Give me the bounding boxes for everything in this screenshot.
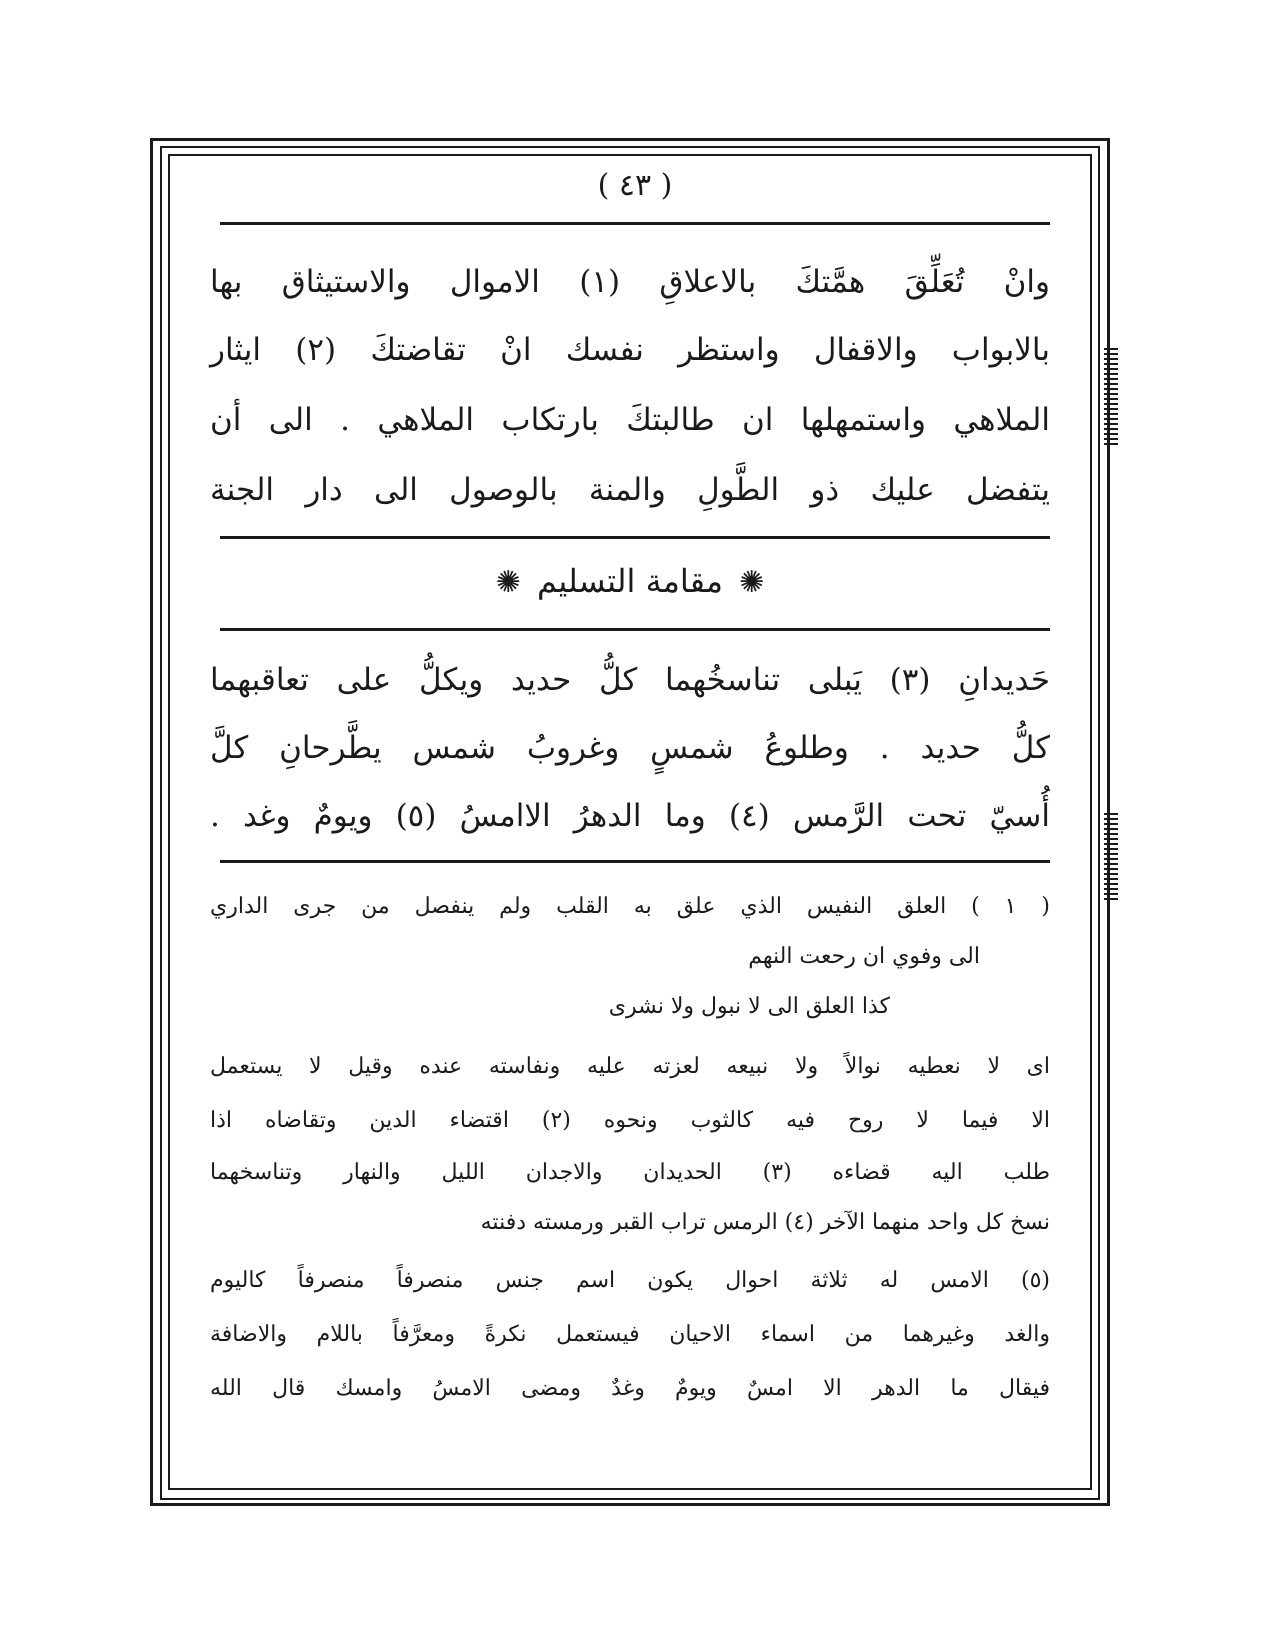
page-frame-line <box>160 146 162 1498</box>
section-title-text: مقامة التسليم <box>537 562 723 600</box>
top-text-line: بالابواب والاقفال واستظر نفسك انْ تقاضتكَ (٢) ايثار <box>210 332 1050 368</box>
margin-ornament <box>1104 345 1118 445</box>
section-title <box>400 556 860 608</box>
top-text-line: يتفضل عليك ذو الطَّولِ والمنة بالوصول الى دار الجنة <box>210 472 1050 508</box>
rule-above-footnotes <box>220 860 1050 863</box>
footnote-line: فيقال ما الدهر الا امسٌ ويومٌ وغدٌ ومضى الامسُ وامسك قال الله <box>210 1376 1050 1401</box>
star-ornament-icon: ✺ <box>739 565 765 600</box>
footnote-line: نسخ كل واحد منهما الآخر (٤) الرمس تراب القبر ورمسته دفنته <box>480 1210 1050 1235</box>
main-text-line: كلُّ حديد . وطلوعُ شمسٍ وغروبُ شمس يطَّرحانِ كلَّ <box>210 730 1050 766</box>
page-number: ( ٤٣ ) <box>597 168 673 203</box>
rule-under-page-number <box>220 222 1050 225</box>
footnote-line: طلب اليه قضاءه (٣) الحديدان والاجدان الليل والنهار وتناسخهما <box>210 1160 1050 1185</box>
main-text-line: حَديدانِ (٣) يَبلى تناسخُهما كلُّ حديد ويكلُّ على تعاقبهما <box>210 662 1050 698</box>
footnote-line: اى لا نعطيه نوالاً ولا نبيعه لعزته عليه ونفاسته عنده وقيل لا يستعمل <box>210 1054 1050 1079</box>
main-text-line: أُسيّ تحت الرَّمس (٤) وما الدهرُ الاامسُ (٥) ويومٌ وغد . <box>210 798 1050 834</box>
rule-below-section-title <box>220 628 1050 631</box>
footnote-line: والغد وغيرهما من اسماء الاحيان فيستعمل نكرةً ومعرَّفاً باللام والاضافة <box>210 1322 1050 1347</box>
footnote-line: (٥) الامس له ثلاثة احوال يكون اسم جنس منصرفاً منصرفاً كاليوم <box>210 1268 1050 1293</box>
margin-ornament <box>1104 810 1118 900</box>
top-text-line: الملاهي واستمهلها ان طالبتكَ بارتكاب الملاهي . الى أن <box>210 402 1050 438</box>
page-frame-line <box>160 1498 1100 1500</box>
footnote-line: ( ١ ) العلق النفيس الذي علق به القلب ولم ينفصل من جرى الداري <box>210 894 1051 919</box>
page-frame-line <box>1098 146 1100 1498</box>
star-ornament-icon: ✺ <box>495 565 521 600</box>
page-frame-line <box>160 146 1100 148</box>
footnote-line: الى وفوي ان رحعت النهم <box>748 944 980 969</box>
footnote-line: الا فيما لا روح فيه كالثوب ونحوه (٢) اقتضاء الدين وتقاضاه اذا <box>210 1108 1050 1133</box>
top-text-line: وانْ تُعَلِّقَ همَّتكَ بالاعلاقِ (١) الاموال والاستيثاق بها <box>210 264 1050 300</box>
footnote-line: كذا العلق الى لا نبول ولا نشرى <box>608 994 890 1019</box>
rule-above-section-title <box>220 536 1050 539</box>
